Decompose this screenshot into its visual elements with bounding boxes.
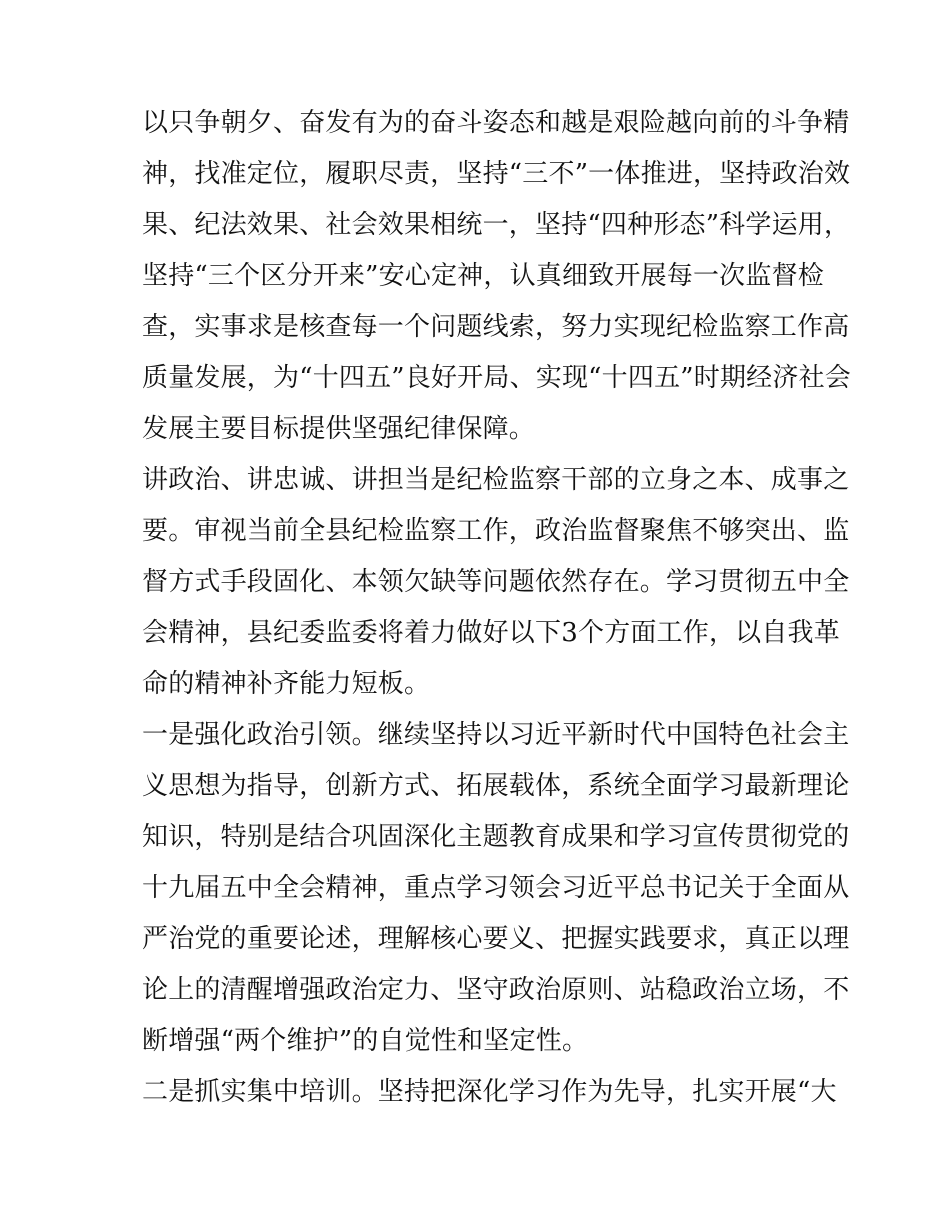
text-line: 讲政治、讲忠诚、讲担当是纪检监察干部的立身之本、成事之 xyxy=(142,465,850,495)
text-line: 果、纪法效果、社会效果相统一，坚持“四种形态”科学运用， xyxy=(142,210,851,240)
text-line: 以只争朝夕、奋发有为的奋斗姿态和越是艰险越向前的斗争精 xyxy=(142,108,850,138)
text-line: 十九届五中全会精神，重点学习领会习近平总书记关于全面从 xyxy=(142,873,850,903)
paragraph-struggle-spirit xyxy=(142,98,851,455)
text-line: 严治党的重要论述，理解核心要义、把握实践要求，真正以理 xyxy=(142,924,850,954)
text-line: 督方式手段固化、本领欠缺等问题依然存在。学习贯彻五中全 xyxy=(142,567,850,597)
paragraph-political-loyalty xyxy=(142,455,850,710)
paragraph-training xyxy=(142,1067,837,1118)
text-line: 神，找准定位，履职尽责，坚持“三不”一体推进，坚持政治效 xyxy=(142,159,851,189)
text-line: 查，实事求是核查每一个问题线索，努力实现纪检监察工作高 xyxy=(142,312,850,342)
text-line: 二是抓实集中培训。坚持把深化学习作为先导，扎实开展“大 xyxy=(142,1077,837,1107)
document-body xyxy=(142,98,851,1118)
text-line: 论上的清醒增强政治定力、坚守政治原则、站稳政治立场，不 xyxy=(142,975,850,1005)
paragraph-political-guidance xyxy=(142,710,850,1067)
text-line: 义思想为指导，创新方式、拓展载体，系统全面学习最新理论 xyxy=(142,771,850,801)
text-line: 会精神，县纪委监委将着力做好以下3个方面工作，以自我革 xyxy=(142,618,840,648)
text-line: 知识，特别是结合巩固深化主题教育成果和学习宣传贯彻党的 xyxy=(142,822,850,852)
text-line: 要。审视当前全县纪检监察工作，政治监督聚焦不够突出、监 xyxy=(142,516,850,546)
text-line: 发展主要目标提供坚强纪律保障。 xyxy=(142,414,536,444)
text-line: 断增强“两个维护”的自觉性和坚定性。 xyxy=(142,1026,589,1056)
text-line: 一是强化政治引领。继续坚持以习近平新时代中国特色社会主 xyxy=(142,720,850,750)
text-line: 命的精神补齐能力短板。 xyxy=(142,669,431,699)
text-line: 坚持“三个区分开来”安心定神，认真细致开展每一次监督检 xyxy=(142,261,824,291)
text-line: 质量发展，为“十四五”良好开局、实现“十四五”时期经济社会 xyxy=(142,363,851,393)
